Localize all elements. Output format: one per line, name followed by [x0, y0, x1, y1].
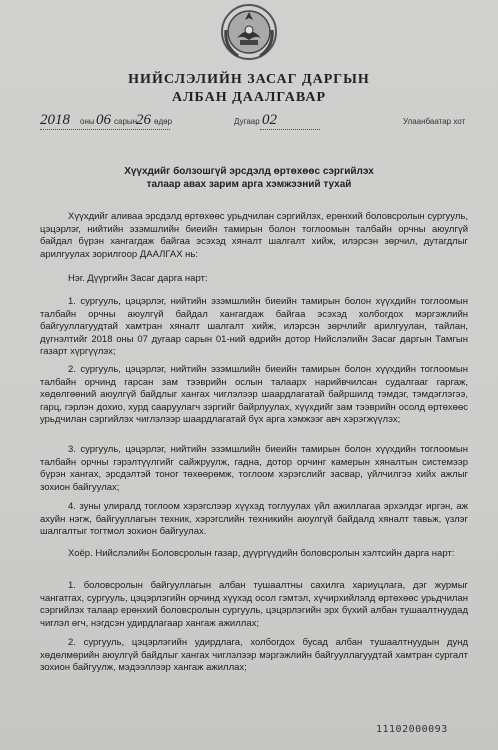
date-month-suffix: сарын: [114, 117, 138, 126]
date-day: 26: [136, 112, 151, 128]
org-name: НИЙСЛЭЛИЙН ЗАСАГ ДАРГЫН: [128, 72, 370, 87]
subject-title-line2: талаар авах зарим арга хэмжээний тухай: [146, 179, 352, 190]
number-label: Дугаар: [234, 117, 260, 126]
paragraph-1-3: 3. сургууль, цэцэрлэг, нийтийн эзэмшлийн биеийн тамирын болон хүүхдийн тоглоомын талбайн орчны гэрэлтүүлгийг сайжруулж, гадна, дотор орчинг камерын хяналтын системээр бүрэн хангах, эрсдэлтэй тоног төхөөрөмж, тоглоом хэрэгслийг засвар, үйлчилгээ хийх ажлыг зохион байгуулах;: [40, 444, 468, 493]
state-emblem-icon: [220, 2, 278, 62]
date-underline: [40, 129, 170, 130]
paragraph-2-2: 2. сургууль, цэцэрлэгийн удирдлага, холбогдох бусад албан тушаалтнуудын дунд хөдөлмөрийн аюулгүй байдлыг хангах чиглэлээр мэргэжлийн байгууллагуудтай хамтран сургалт зохион байгуулж, мэдээллээр хангаж ажиллах;: [40, 637, 468, 674]
section-one-heading: Нэг. Дүүргийн Засаг дарга нарт:: [68, 273, 208, 284]
intro-paragraph: Хүүхдийг аливаа эрсдэлд өртөхөөс урьдчилан сэргийлэх, ерөнхий боловсролын сургууль, цэцэрлэг, нийтийн эзэмшлийн биеийн тамирын болон тоглоомын талбайн орчны аюулгүй байдал бүрэн хангагдаж байгаа эсэхэд хяналт шалгалт хийж, илэрсэн зөрчил, дутагдлыг арилгуулах зорилгоор ДААЛГАХ нь:: [40, 211, 468, 260]
date-year-suffix: оны: [80, 117, 95, 126]
paragraph-1-4: 4. зуны улиралд тоглоом хэрэгслээр хүүхэд тоглуулах үйл ажиллагаа эрхэлдэг иргэн, аж ахуйн нэгж, байгууллагын техник, хэрэгслийн техникийн аюулгүй байдалд хяналт тавьж, үзлэг шалгалтыг тогтмол зохион байгуулах.: [40, 501, 468, 538]
date-day-suffix: өдөр: [154, 117, 173, 126]
document-type: АЛБАН ДААЛГАВАР: [171, 90, 326, 105]
section-two-heading: Хоёр. Нийслэлийн Боловсролын газар, дүүргүүдийн боловсролын хэлтсийн дарга нарт:: [68, 548, 455, 559]
paragraph-1-2: 2. сургууль, цэцэрлэг, нийтийн эзэмшлийн биеийн тамирын болон хүүхдийн тоглоомын талбайн орчинд гарсан зам тээврийн ослын талаарх нарийвчилсан судалгааг гаргаж, хөдөлгөөний аюулгүй байдлыг хангах чиглэлээр шаардлагатай байршилд тэмдэг, тэмдэглэгээ, гарц, гэрлэн дохио, хурд сааруулагч зэргийг байрлуулах, хүүхдийг зам тээврийн осолд өртөхөөс урьдчилан сэргийлэх чиглэлээр шаардлагатай бүх арга хэмжээг авч хэрэгжүүлэх;: [40, 364, 468, 426]
serial-number: 11102000093: [376, 724, 448, 735]
document-number: 02: [262, 112, 277, 128]
city-label: Улаанбаатар хот: [403, 117, 466, 126]
number-underline: [260, 129, 320, 130]
date-year: 2018: [40, 112, 70, 128]
date-month: 06: [96, 112, 111, 128]
subject-title-line1: Хүүхдийг болзошгүй эрсдэлд өртөхөөс сэргийлэх: [124, 166, 374, 177]
paragraph-1-1: 1. сургууль, цэцэрлэг, нийтийн эзэмшлийн биеийн тамирын болон хүүхдийн тоглоомын талбайн орчны аюулгүй байдал хангагдаж байгаа эсэхэд холбогдох мэргэжлийн байгууллагуудтай хамтран хяналт шалгалт хийж, илэрсэн зөрчлийг арилгуулан, тайлан, дүгнэлтийг 2018 оны 07 дугаар сарын 01-ний өдрийн дотор Нийслэлийн Засаг даргын Тамгын газарт хүргүүлэх;: [40, 296, 468, 358]
paragraph-2-1: 1. боловсролын байгууллагын албан тушаалтны сахилга хариуцлага, дэг журмыг чангатгах, сургууль, цэцэрлэгийн орчинд хүүхэд осол гэмтэл, хүчирхийлэлд өртөхөөс урьдчилан сэргийлэх талаар ерөнхий боловсролын сургууль, цэцэрлэгийн эрх бүхий албан тушаалтнуудад чиглэл өгч, нэгдсэн удирдлагаар хангаж ажиллах;: [40, 580, 468, 629]
